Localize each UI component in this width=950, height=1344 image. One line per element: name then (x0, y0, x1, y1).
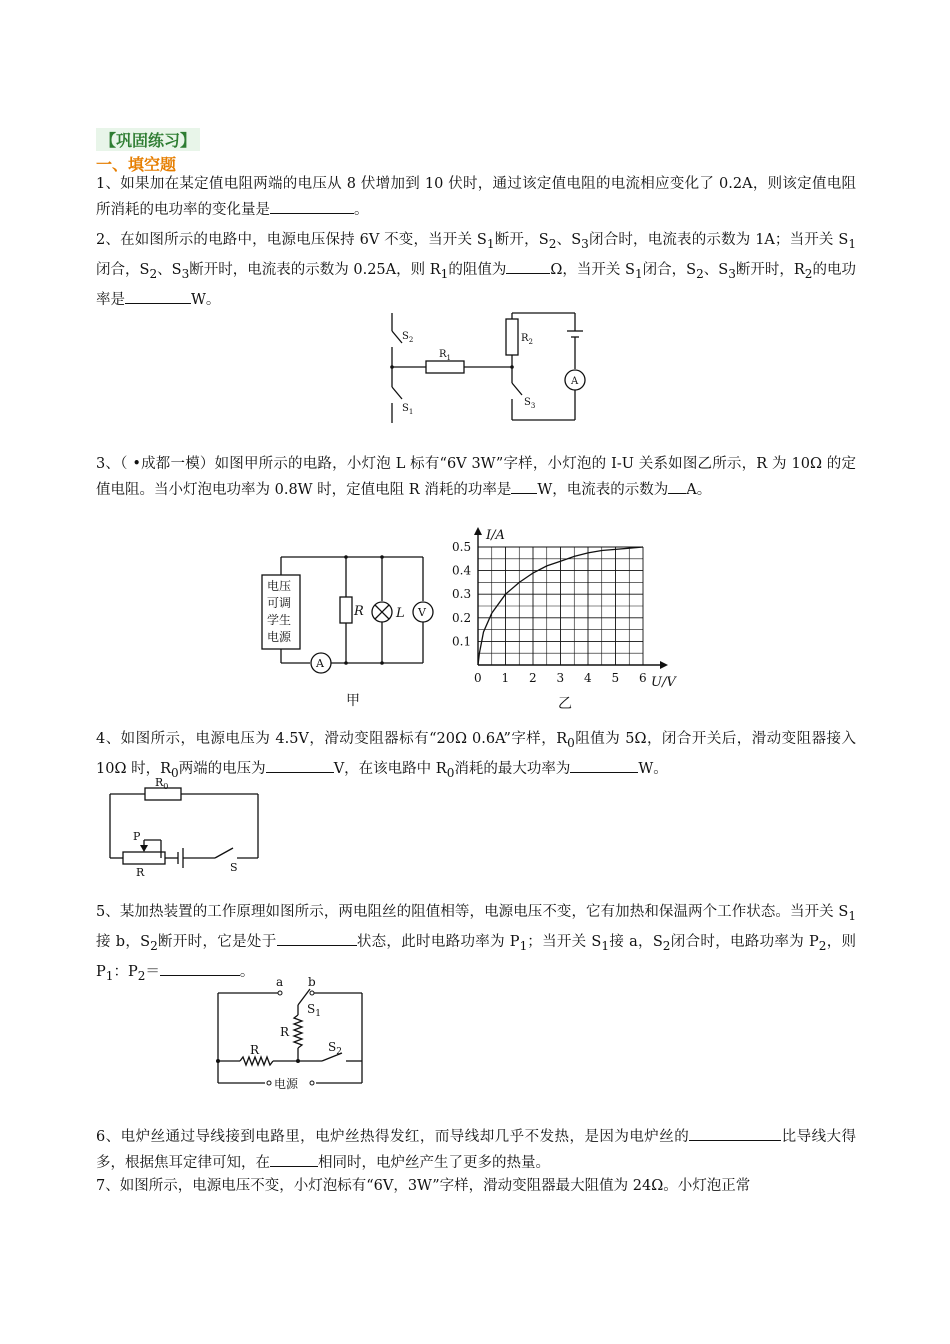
source-line: 学生 (267, 613, 292, 627)
answer-blank[interactable] (277, 929, 357, 946)
s1-label: $S_1$ (307, 1002, 321, 1019)
source-line: 电压 (267, 579, 292, 593)
y-tick-label: 0.3 (452, 587, 472, 602)
r2-label: $R_2$ (521, 333, 533, 346)
voltmeter-label: V (418, 606, 426, 619)
r-horizontal-label: R (250, 1043, 260, 1057)
ammeter-label: A (571, 376, 579, 387)
q5-circuit-diagram (210, 975, 370, 1097)
answer-blank[interactable] (266, 756, 334, 773)
fill-in-blank-heading: 一、填空题 (96, 155, 177, 174)
q3-circuit-jia (258, 545, 438, 710)
r-label: R (354, 604, 364, 619)
y-tick-label: 0.4 (452, 563, 472, 578)
r0-label: $R_0$ (155, 778, 169, 791)
answer-blank[interactable] (125, 287, 191, 304)
r-vertical-label: R (280, 1025, 290, 1039)
rheostat-label: R (136, 866, 145, 878)
answer-blank[interactable] (689, 1124, 781, 1141)
s2-label: $S_2$ (328, 1040, 342, 1057)
ammeter-label: A (316, 657, 324, 670)
question-7: 7、如图所示，电源电压不变，小灯泡标有“6V，3W”字样，滑动变阻器最大阻值为 24Ω。小灯泡正常 (96, 1178, 751, 1194)
question-2: 2、在如图所示的电路中，电源电压保持 6V 不变，当开关 $S_1$断开，$S_2$、$S_3$闭合时，电流表的示数为 1A；当开关 $S_1$闭合，$S_2$、$S_3$断开时，电流表的示数为 0.25A，则 $R_1$的阻值为 Ω，当开关 $S_1$闭合，$S_2$、$S_3$断开时，$R_2$的电功率是 W。 (96, 232, 856, 308)
answer-blank[interactable] (270, 197, 354, 214)
question-6: 6、电炉丝通过导线接到电路里，电炉丝热得发红，而导线却几乎不发热，是因为电炉丝的 比导线大得多，根据焦耳定律可知，在 相同时，电炉丝产生了更多的热量。 (96, 1124, 856, 1176)
s3-label: $S_3$ (524, 397, 536, 410)
answer-blank[interactable] (160, 959, 240, 976)
consolidation-heading: 【巩固练习】 (96, 128, 200, 151)
x-tick-label: 3 (556, 671, 565, 685)
fig-caption-yi: 乙 (558, 696, 572, 712)
y-tick-label: 0.1 (452, 634, 472, 649)
y-axis-arrow (474, 527, 482, 535)
answer-blank[interactable] (570, 756, 638, 773)
y-axis-label: I/A (486, 528, 505, 543)
answer-blank[interactable] (511, 477, 537, 494)
question-4: 4、如图所示，电源电压为 4.5V，滑动变阻器标有“20Ω 0.6A”字样，$R_0$阻值为 5Ω，闭合开关后，滑动变阻器接入 10Ω 时，$R_0$两端的电压为 V，在该电路中 $R_0$消耗的最大功率为 W。 (96, 731, 857, 780)
answer-blank[interactable] (506, 257, 550, 274)
power-source-label: 电源 (274, 1077, 299, 1091)
contact-a-label: a (276, 975, 284, 989)
fig-caption-jia: 甲 (346, 693, 360, 709)
source-line: 电源 (267, 630, 292, 644)
question-1: 1、如果加在某定值电阻两端的电压从 8 伏增加到 10 伏时，通过该定值电阻的电流相应变化了 0.2A，则该定值电阻所消耗的电功率的变化量是 。 (96, 176, 856, 218)
q2-circuit-diagram (380, 305, 600, 425)
x-tick-label: 4 (584, 671, 592, 685)
x-tick-label: 6 (639, 671, 647, 685)
source-line: 可调 (267, 596, 292, 610)
x-axis-arrow (660, 661, 668, 669)
answer-blank[interactable] (270, 1150, 318, 1167)
q3-iu-chart (448, 522, 698, 712)
x-tick-label: 0 (474, 671, 482, 685)
chart-ticks (452, 540, 647, 685)
q4-circuit-diagram (105, 778, 270, 878)
s1-label: $S_1$ (402, 403, 414, 416)
slider-p-label: P (133, 830, 141, 843)
question-5: 5、某加热装置的工作原理如图所示，两电阻丝的阻值相等，电源电压不变，它有加热和保温两个工作状态。当开关 $S_1$接 b，$S_2$断开时，它是处于 状态，此时电路功率为 $P_1$；当开关 $S_1$接 a，$S_2$闭合时，电路功率为 $P_2$，则 $P_1$：$P_2=$ 。 (96, 904, 857, 983)
y-tick-label: 0.5 (452, 540, 472, 554)
r1-label: $R_1$ (439, 349, 451, 362)
answer-blank[interactable] (668, 477, 686, 494)
x-tick-label: 1 (501, 671, 510, 685)
s2-label: $S_2$ (402, 331, 414, 344)
contact-b-label: b (308, 975, 316, 989)
lamp-label: L (396, 606, 405, 621)
y-tick-label: 0.2 (452, 610, 472, 625)
x-axis-label: U/V (651, 675, 676, 690)
x-tick-label: 2 (529, 671, 537, 685)
question-3: 3、（ •成都一模）如图甲所示的电路，小灯泡 L 标有“6V 3W”字样，小灯泡的 I-U 关系如图乙所示，R 为 10Ω 的定值电阻。当小灯泡电功率为 0.8W 时，定值电阻 R 消耗的功率是 W，电流表的示数为 A。 (96, 456, 856, 498)
switch-label: S (230, 861, 238, 874)
chart-grid (478, 547, 643, 665)
x-tick-label: 5 (611, 671, 620, 685)
